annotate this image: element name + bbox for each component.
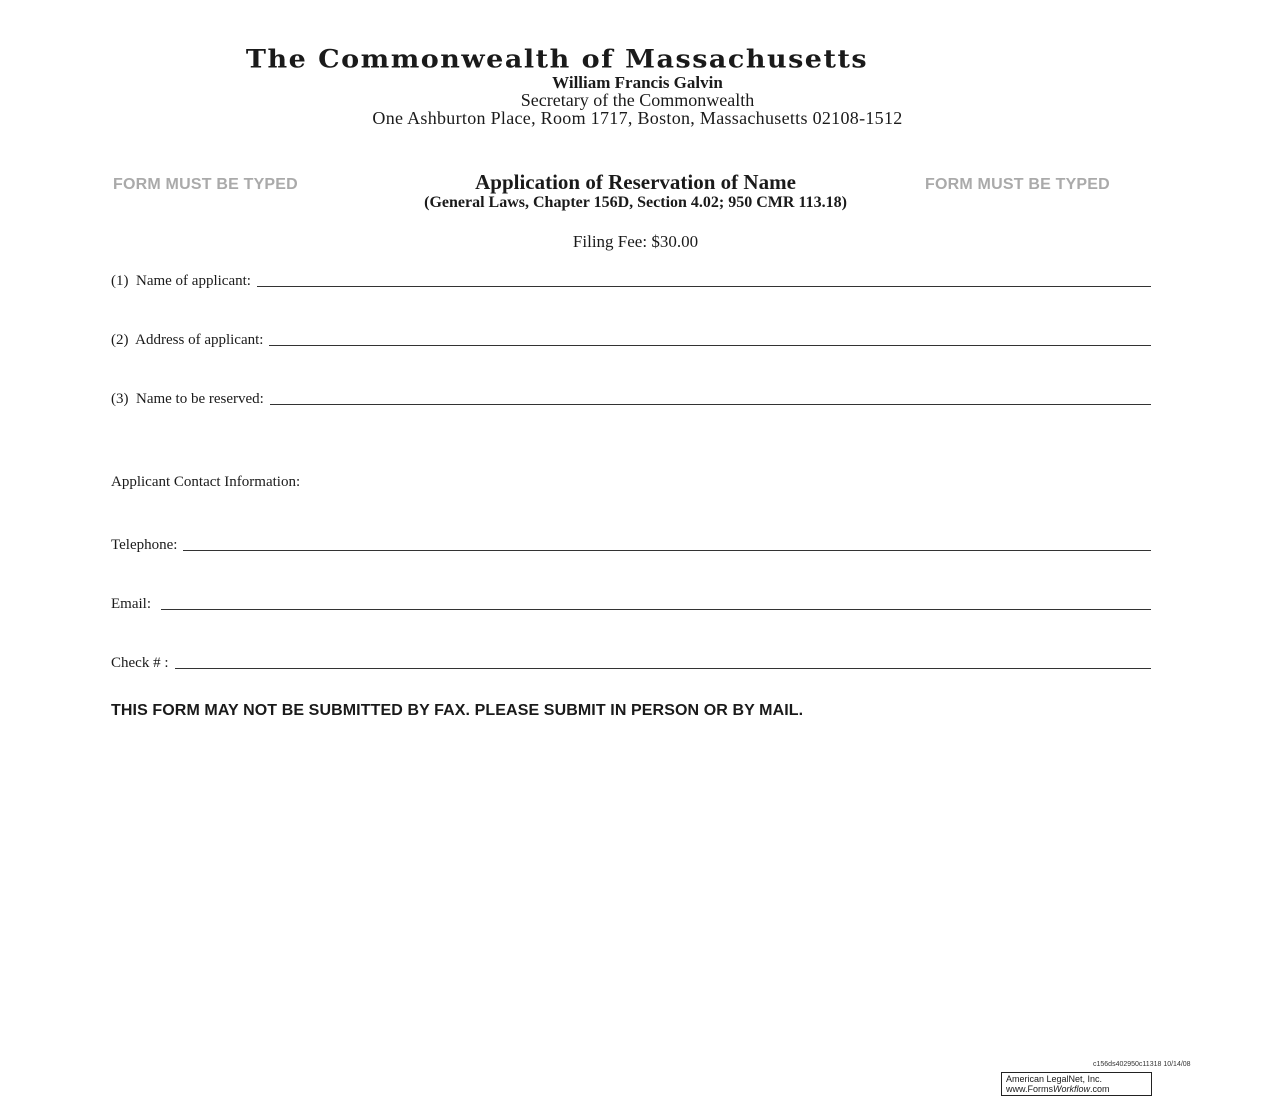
office-address: One Ashburton Place, Room 1717, Boston, Massachusetts 02108-1512	[372, 108, 903, 128]
publisher-box	[1001, 1072, 1152, 1096]
filing-fee: Filing Fee: $30.00	[572, 232, 699, 251]
typed-warning-left: FORM MUST BE TYPED	[113, 176, 298, 193]
address-of-applicant-row	[111, 329, 1151, 349]
telephone-label: Telephone:	[111, 537, 178, 553]
check-number-field[interactable]	[175, 667, 1152, 669]
form-statute: (General Laws, Chapter 156D, Section 4.02; 950 CMR 113.18)	[424, 194, 847, 211]
address-of-applicant-field[interactable]	[269, 344, 1151, 346]
publisher-url[interactable]	[1006, 1084, 1151, 1094]
email-field[interactable]	[161, 608, 1151, 610]
publisher-url-italic: Workflow	[1053, 1084, 1091, 1094]
name-of-applicant-row	[111, 270, 1151, 290]
check-number-label: Check # :	[111, 655, 169, 671]
name-to-reserve-label: (3) Name to be reserved:	[111, 391, 264, 407]
name-of-applicant-label: (1) Name of applicant:	[111, 273, 251, 289]
email-row	[111, 593, 1151, 613]
fax-notice: THIS FORM MAY NOT BE SUBMITTED BY FAX. PLEASE SUBMIT IN PERSON OR BY MAIL.	[111, 702, 804, 719]
form-title: Application of Reservation of Name	[475, 170, 796, 194]
name-of-applicant-field[interactable]	[257, 285, 1151, 287]
name-to-reserve-row	[111, 388, 1151, 408]
form-code: c156ds402950c11318 10/14/08	[1093, 1061, 1191, 1068]
typed-warning-right: FORM MUST BE TYPED	[925, 176, 1110, 193]
name-to-reserve-field[interactable]	[270, 403, 1151, 405]
publisher-name: American LegalNet, Inc.	[1006, 1074, 1103, 1084]
contact-heading: Applicant Contact Information:	[111, 474, 301, 490]
publisher-url-prefix: www.Forms	[1006, 1084, 1053, 1094]
secretary-name: William Francis Galvin	[552, 73, 723, 92]
publisher-url-suffix: .com	[1090, 1084, 1110, 1094]
telephone-row	[111, 534, 1151, 554]
secretary-title: Secretary of the Commonwealth	[520, 90, 755, 110]
email-label: Email:	[111, 596, 151, 612]
telephone-field[interactable]	[183, 549, 1151, 551]
address-of-applicant-label: (2) Address of applicant:	[111, 332, 264, 348]
commonwealth-heading: The Commonwealth of Massachusetts	[245, 44, 869, 75]
check-number-row	[111, 652, 1151, 672]
